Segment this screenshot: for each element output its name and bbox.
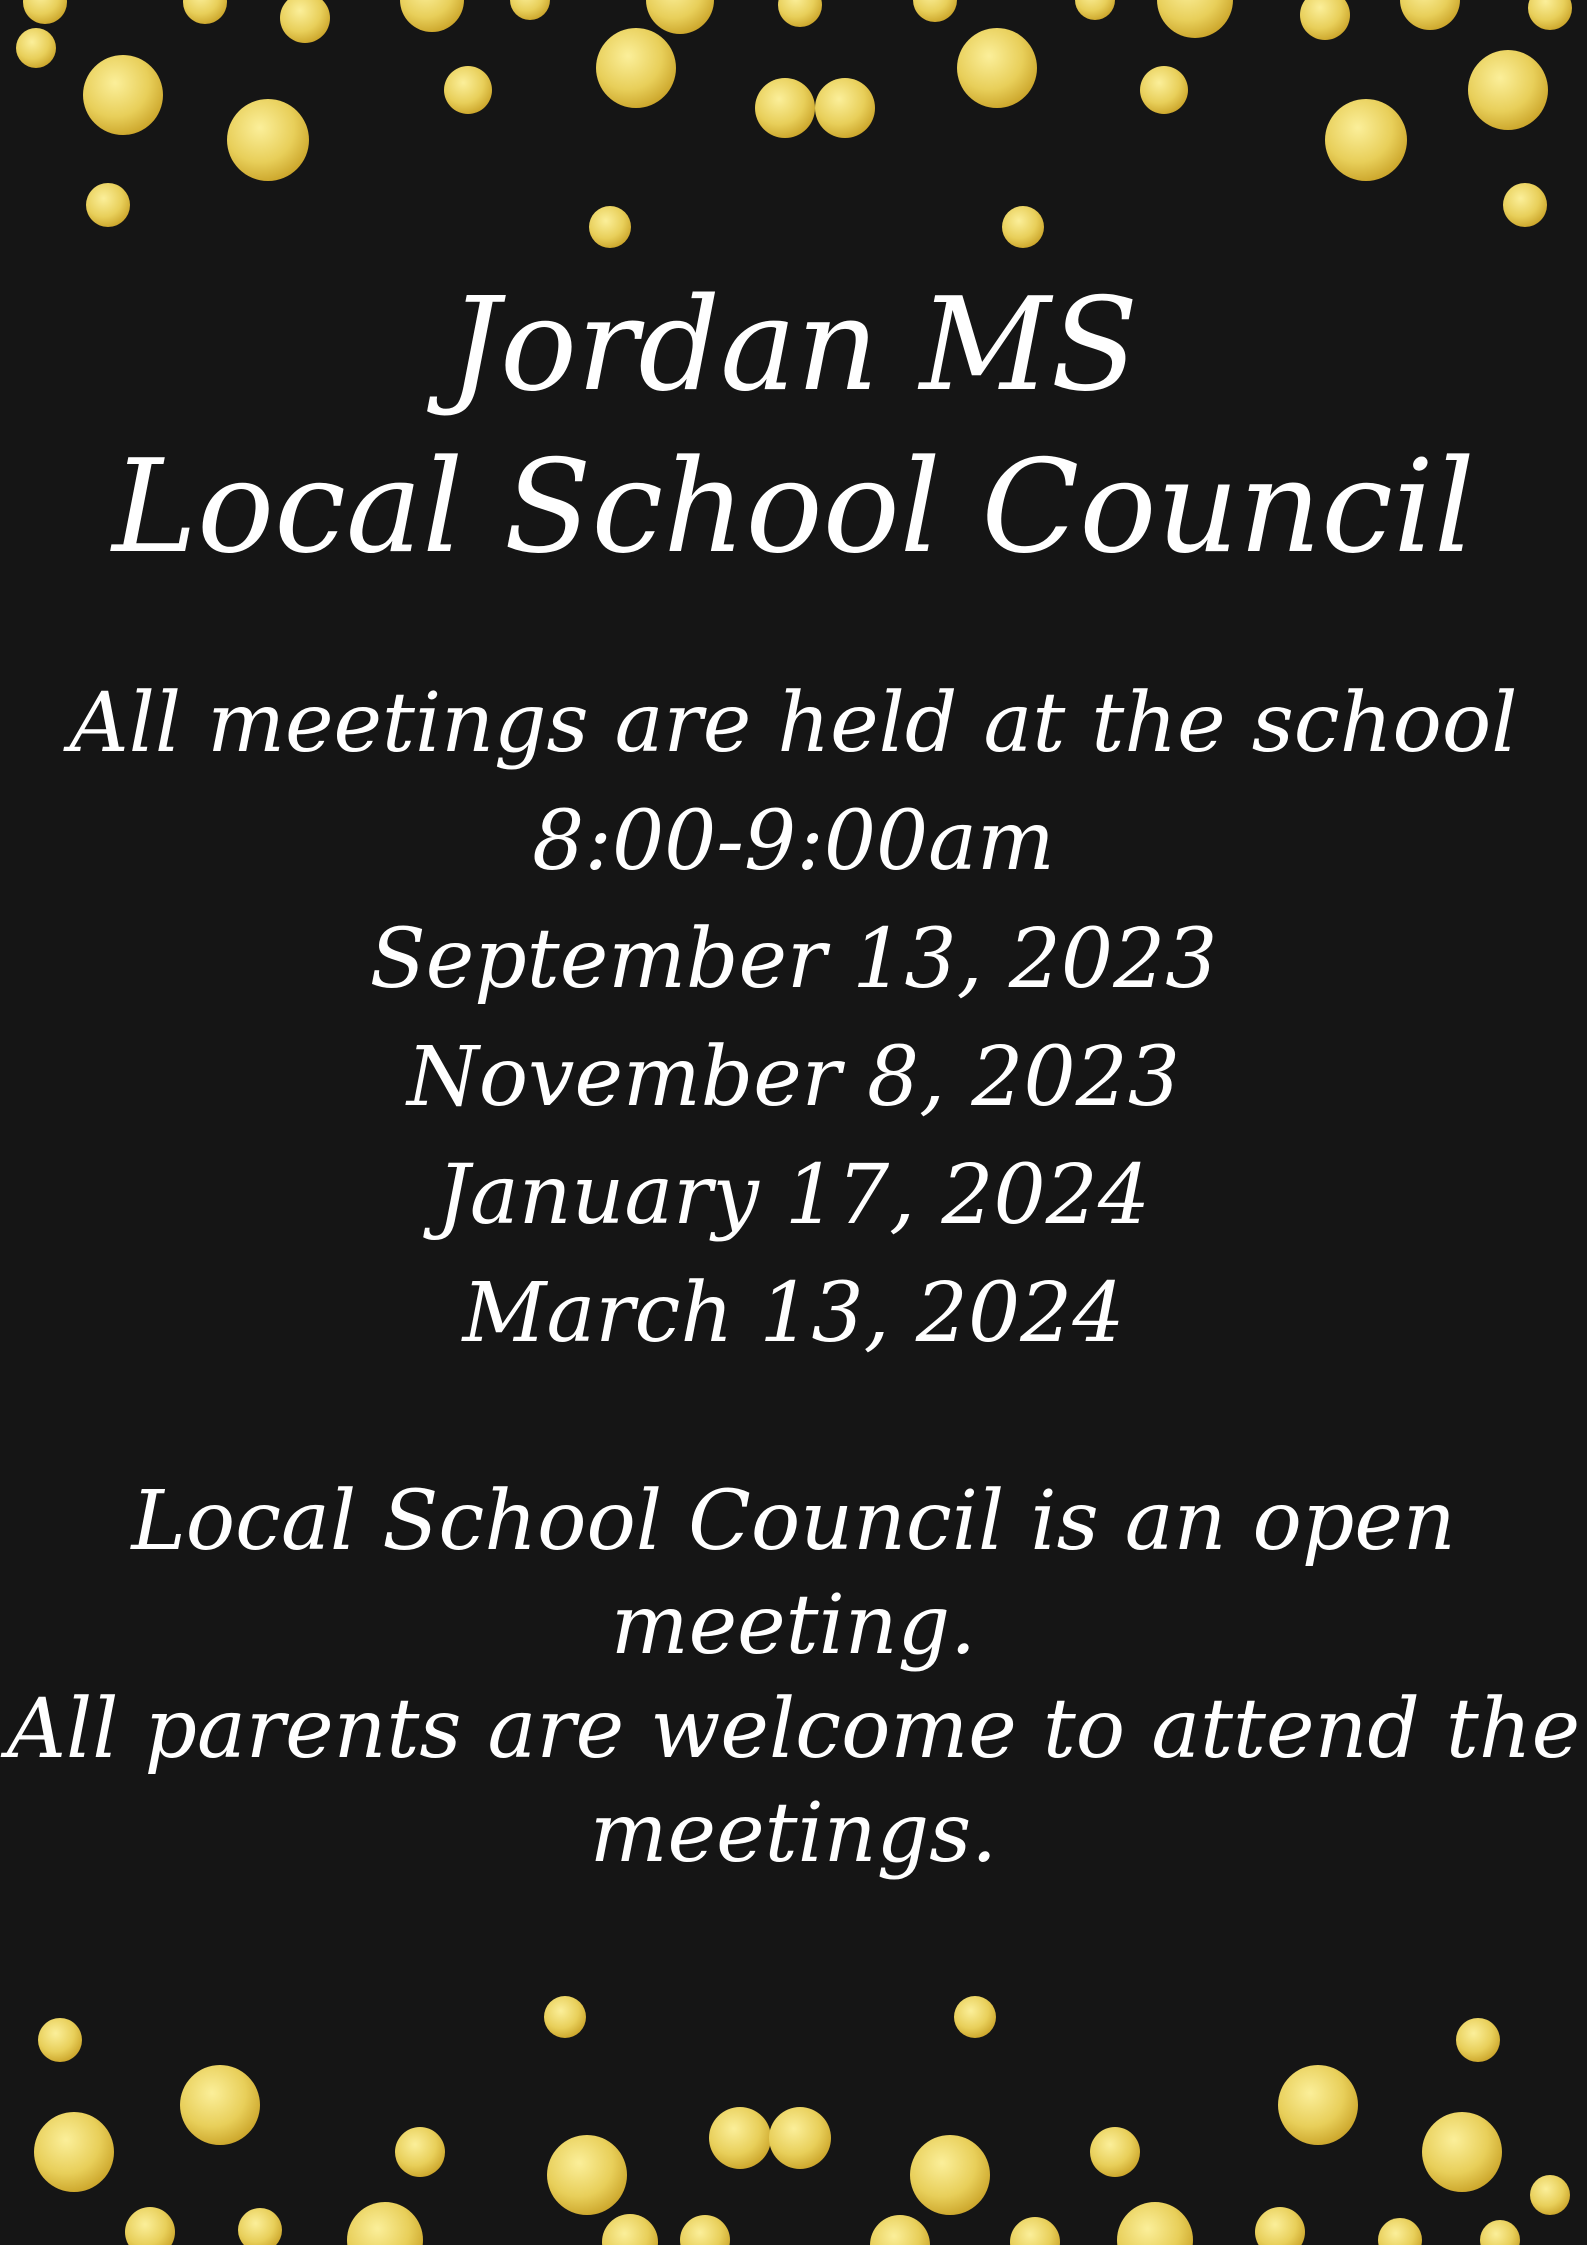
gold-dots-bottom [34, 1996, 1570, 2245]
meeting-date: September 13, 2023 [369, 912, 1218, 1007]
notice-line: All parents are welcome to attend the [6, 1682, 1581, 1777]
meeting-date: November 8, 2023 [407, 1030, 1180, 1125]
gold-dots-top [16, 0, 1572, 248]
meeting-date: January 17, 2024 [436, 1148, 1150, 1243]
meeting-schedule [0, 665, 1587, 1373]
title-council-name: Local School Council [112, 433, 1475, 582]
notice-line: Local School Council is an open meeting. [131, 1474, 1456, 1673]
page-title [0, 265, 1587, 589]
meeting-location: All meetings are held at the school [69, 676, 1518, 771]
meeting-time: 8:00-9:00am [532, 794, 1055, 889]
meeting-date: March 13, 2024 [462, 1266, 1125, 1361]
notice-line: meetings. [589, 1786, 998, 1881]
open-meeting-notice [0, 1470, 1587, 1886]
title-school-name: Jordan MS [448, 271, 1139, 420]
